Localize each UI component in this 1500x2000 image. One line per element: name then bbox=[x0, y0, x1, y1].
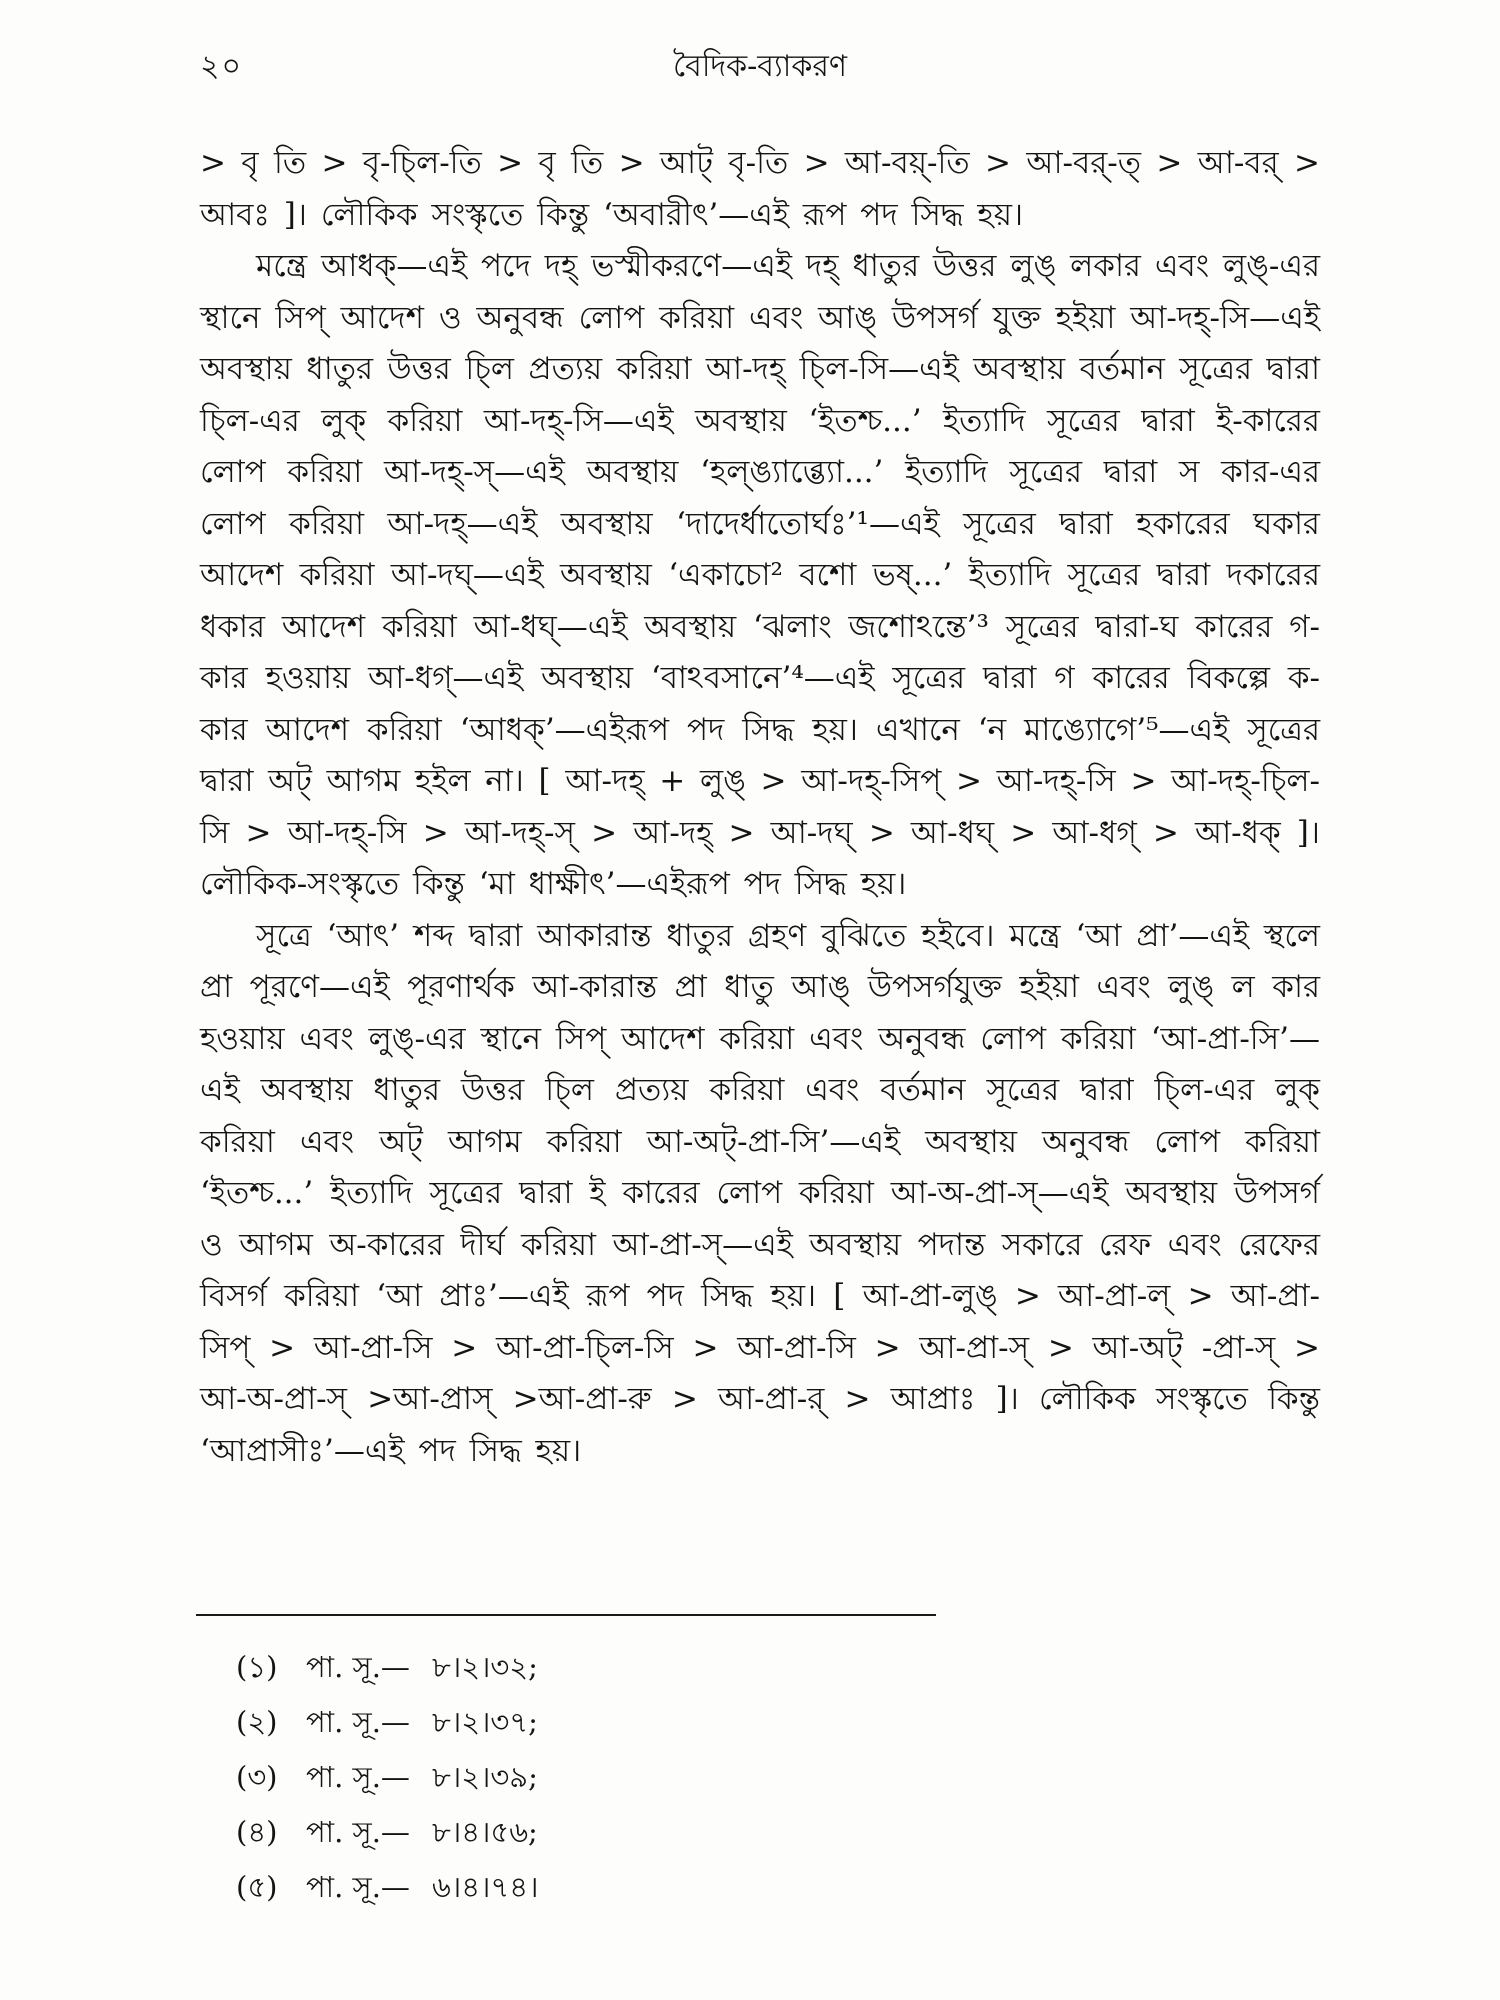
paragraph-a-pra: সূত্রে ‘আৎ’ শব্দ দ্বারা আকারান্ত ধাতুর গ্রহণ বুঝিতে হইবে। মন্ত্রে ‘আ প্রা’—এই স্থলে প্রা পূরণে—এই পূরণার্থক আ-কারান্ত প্রা ধাতু আঙ্ উপসর্গযুক্ত হইয়া এবং লুঙ্ ল কার হওয়ায় এবং লুঙ্-এর স্থানে সিপ্ আদেশ করিয়া এবং অনুবন্ধ লোপ করিয়া ‘আ-প্রা-সি’—এই অবস্থায় ধাতুর উত্তর চ্লি প্রত্যয় করিয়া এবং বর্তমান সূত্রের দ্বারা চ্লি-এর লুক্ করিয়া এবং অট্ আগম করিয়া আ-অট্-প্রা-সি’—এই অবস্থায় অনুবন্ধ লোপ করিয়া ‘ইতশ্চ...’ ইত্যাদি সূত্রের দ্বারা ই কারের লোপ করিয়া আ-অ-প্রা-স্—এই অবস্থায় উপসর্গ ও আগম অ-কারের দীর্ঘ করিয়া আ-প্রা-স্—এই অবস্থায় পদান্ত সকারে রেফ এবং রেফের বিসর্গ করিয়া ‘আ প্রাঃ’—এই রূপ পদ সিদ্ধ হয়। [ আ-প্রা-লুঙ্ > আ-প্রা-ল্ > আ-প্রা-সিপ্ > আ-প্রা-সি > আ-প্রা-চ্লি-সি > আ-প্রা-সি > আ-প্রা-স্ > আ-অট্ -প্রা-স্ > আ-অ-প্রা-স্ >আ-প্রাস্ >আ-প্রা-রু > আ-প্রা-র্ > আপ্রাঃ ]। লৌকিক সংস্কৃতে কিন্তু ‘আপ্রাসীঃ’—এই পদ সিদ্ধ হয়। bbox=[200, 917, 1320, 1469]
running-title: বৈদিক-ব্যাকরণ bbox=[672, 49, 848, 84]
footnote-item bbox=[236, 1805, 936, 1860]
footnote-item bbox=[236, 1860, 936, 1915]
page-number: ২০ bbox=[200, 49, 244, 84]
footnote-number: (৩) bbox=[236, 1760, 278, 1794]
footnote-source: পা. সূ.— bbox=[306, 1870, 410, 1904]
footnote-divider bbox=[196, 1614, 936, 1616]
footnote-item bbox=[236, 1750, 936, 1805]
footnote-reference: ৮।৪।৫৬; bbox=[432, 1815, 538, 1849]
page-header bbox=[200, 42, 1320, 92]
footnote-reference: ৮।২।৩৭; bbox=[432, 1705, 538, 1739]
body-text bbox=[200, 138, 1320, 1477]
footnote-list bbox=[236, 1640, 936, 1915]
paragraph-adhak: মন্ত্রে আধক্—এই পদে দহ্ ভস্মীকরণে—এই দহ্ ধাতুর উত্তর লুঙ্ লকার এবং লুঙ্-এর স্থানে সিপ্ আদেশ ও অনুবন্ধ লোপ করিয়া এবং আঙ্ উপসর্গ যুক্ত হইয়া আ-দহ্-সি—এই অবস্থায় ধাতুর উত্তর চ্লি প্রত্যয় করিয়া আ-দহ্ চ্লি-সি—এই অবস্থায় বর্তমান সূত্রের দ্বারা চ্লি-এর লুক্ করিয়া আ-দহ্-সি—এই অবস্থায় ‘ইতশ্চ...’ ইত্যাদি সূত্রের দ্বারা ই-কারের লোপ করিয়া আ-দহ্-স্—এই অবস্থায় ‘হল্ঙ্যাব্ভ্যো...’ ইত্যাদি সূত্রের দ্বারা স কার-এর লোপ করিয়া আ-দহ্—এই অবস্থায় ‘দাদের্ধাতোর্ঘঃ’¹—এই সূত্রের দ্বারা হকারের ঘকার আদেশ করিয়া আ-দঘ্—এই অবস্থায় ‘একাচো² বশো ভষ্...’ ইত্যাদি সূত্রের দ্বারা দকারের ধকার আদেশ করিয়া আ-ধঘ্—এই অবস্থায় ‘ঝলাং জশোঽন্তে’³ সূত্রের দ্বারা-ঘ কারের গ-কার হওয়ায় আ-ধগ্—এই অবস্থায় ‘বাঽবসানে’⁴—এই সূত্রের দ্বারা গ কারের বিকল্পে ক-কার আদেশ করিয়া ‘আধক্’—এইরূপ পদ সিদ্ধ হয়। এখানে ‘ন মাঙ্যোগে’⁵—এই সূত্রের দ্বারা অট্ আগম হইল না। [ আ-দহ্ + লুঙ্ > আ-দহ্-সিপ্ > আ-দহ্-সি > আ-দহ্-চ্লি-সি > আ-দহ্-সি > আ-দহ্-স্ > আ-দহ্ > আ-দঘ্ > আ-ধঘ্ > আ-ধগ্ > আ-ধক্ ]। লৌকিক-সংস্কৃতে কিন্তু ‘মা ধাক্ষীৎ’—এইরূপ পদ সিদ্ধ হয়। bbox=[200, 248, 1320, 902]
footnote-item bbox=[236, 1640, 936, 1695]
footnote-reference: ৮।২।৩২; bbox=[432, 1650, 538, 1684]
footnote-reference: ৬।৪।৭৪। bbox=[432, 1870, 539, 1904]
footnote-item bbox=[236, 1695, 936, 1750]
footnote-reference: ৮।২।৩৯; bbox=[432, 1760, 538, 1794]
paragraph-continuation: > বৃ তি > বৃ-চ্লি-তি > বৃ তি > আট্ বৃ-তি > আ-বয়্-তি > আ-বর্-ত্ > আ-বর্ > আবঃ ]। লৌকিক সংস্কৃতে কিন্তু ‘অবারীৎ’—এই রূপ পদ সিদ্ধ হয়। bbox=[200, 145, 1320, 233]
footnote-number: (২) bbox=[236, 1705, 278, 1739]
footnote-source: পা. সূ.— bbox=[306, 1815, 410, 1849]
footnote-number: (১) bbox=[236, 1650, 278, 1684]
footnote-source: পা. সূ.— bbox=[306, 1705, 410, 1739]
footnote-source: পা. সূ.— bbox=[306, 1650, 410, 1684]
footnote-source: পা. সূ.— bbox=[306, 1760, 410, 1794]
footnote-number: (৪) bbox=[236, 1815, 278, 1849]
footnote-number: (৫) bbox=[236, 1870, 278, 1904]
